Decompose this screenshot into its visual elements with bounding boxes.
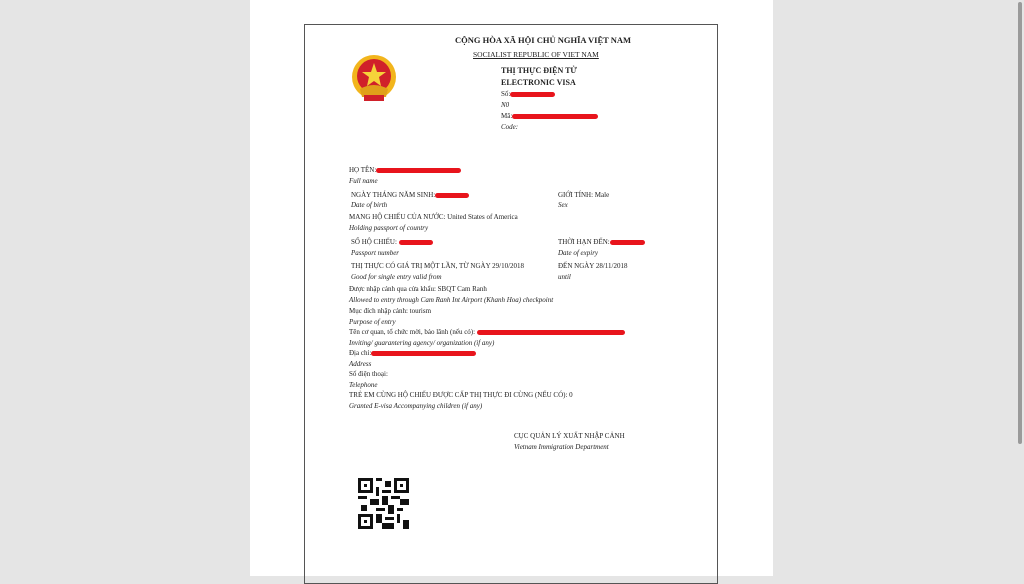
valid-until: ĐẾN NGÀY 28/11/2018 (558, 262, 628, 270)
address-label: Địa chỉ: (349, 349, 372, 357)
expiry-label: THỜI HẠN ĐẾN: (558, 238, 610, 246)
redaction (512, 114, 598, 119)
redaction (510, 92, 555, 97)
phone-label-en: Telephone (349, 381, 378, 389)
redaction (435, 193, 469, 198)
valid-until-en: until (558, 273, 571, 281)
checkpoint: Được nhập cảnh qua cửa khẩu: SBQT Cam Ranh (349, 285, 487, 293)
dob-label: NGÀY THÁNG NĂM SINH: (351, 191, 436, 199)
scrollbar-thumb[interactable] (1018, 2, 1022, 444)
vertical-scrollbar[interactable] (1016, 0, 1024, 576)
name-label-en: Full name (349, 177, 378, 185)
agency-label: Tên cơ quan, tổ chức mời, bảo lãnh (nếu có): (349, 328, 476, 336)
sex-label: GIỚI TÍNH: Male (558, 191, 610, 199)
no-label: Số: (501, 90, 511, 98)
name-label: HỌ TÊN: (349, 166, 377, 174)
valid-from: THỊ THỰC CÓ GIÁ TRỊ MỘT LẦN, TỪ NGÀY 29/10/2018 (351, 262, 525, 270)
code-label-en: Code: (501, 123, 519, 131)
no-label-en: N0 (501, 101, 510, 109)
phone-label: Số điện thoại: (349, 370, 388, 378)
children-en: Granted E-visa Accompanying children (if any) (349, 402, 483, 410)
country-label-en: Holding passport of country (349, 224, 429, 232)
issuer-en: Vietnam Immigration Department (514, 443, 609, 451)
valid-from-en: Good for single entry valid from (351, 273, 442, 281)
redaction (477, 330, 625, 335)
checkpoint-en: Allowed to entry through Cam Ranh Int Airport (Khanh Hoa) checkpoint (349, 296, 554, 304)
title-en: SOCIALIST REPUBLIC OF VIET NAM (473, 50, 599, 59)
passport-label-en: Passport number (351, 249, 400, 257)
address-label-en: Address (349, 360, 372, 368)
visa-title-en: ELECTRONIC VISA (501, 78, 576, 87)
agency-label-en: Inviting/ guarantering agency/ organization (if any) (349, 339, 495, 347)
sex-label-en: Sex (558, 201, 568, 209)
redaction (371, 351, 476, 356)
purpose: Mục đích nhập cảnh: tourism (349, 307, 432, 315)
title-vn: CỘNG HÒA XÃ HỘI CHỦ NGHĨA VIỆT NAM (455, 35, 632, 45)
purpose-en: Purpose of entry (349, 318, 396, 326)
redaction (610, 240, 645, 245)
children: TRẺ EM CÙNG HỘ CHIẾU ĐƯỢC CẤP THỊ THỰC ĐI CÙNG (NẾU CÓ): 0 (349, 391, 573, 399)
issuer-vn: CỤC QUẢN LÝ XUẤT NHẬP CẢNH (514, 432, 625, 440)
passport-label: SỐ HỘ CHIẾU: (351, 238, 397, 246)
visa-title-vn: THỊ THỰC ĐIỆN TỬ (501, 66, 577, 75)
dob-label-en: Date of birth (351, 201, 388, 209)
national-emblem-icon (350, 55, 398, 105)
expiry-label-en: Date of expiry (558, 249, 599, 257)
redaction (376, 168, 461, 173)
qr-code-icon (358, 478, 409, 529)
code-label: Mã: (501, 112, 513, 120)
redaction (399, 240, 433, 245)
country-label: MANG HỘ CHIẾU CỦA NƯỚC: United States of America (349, 213, 518, 221)
